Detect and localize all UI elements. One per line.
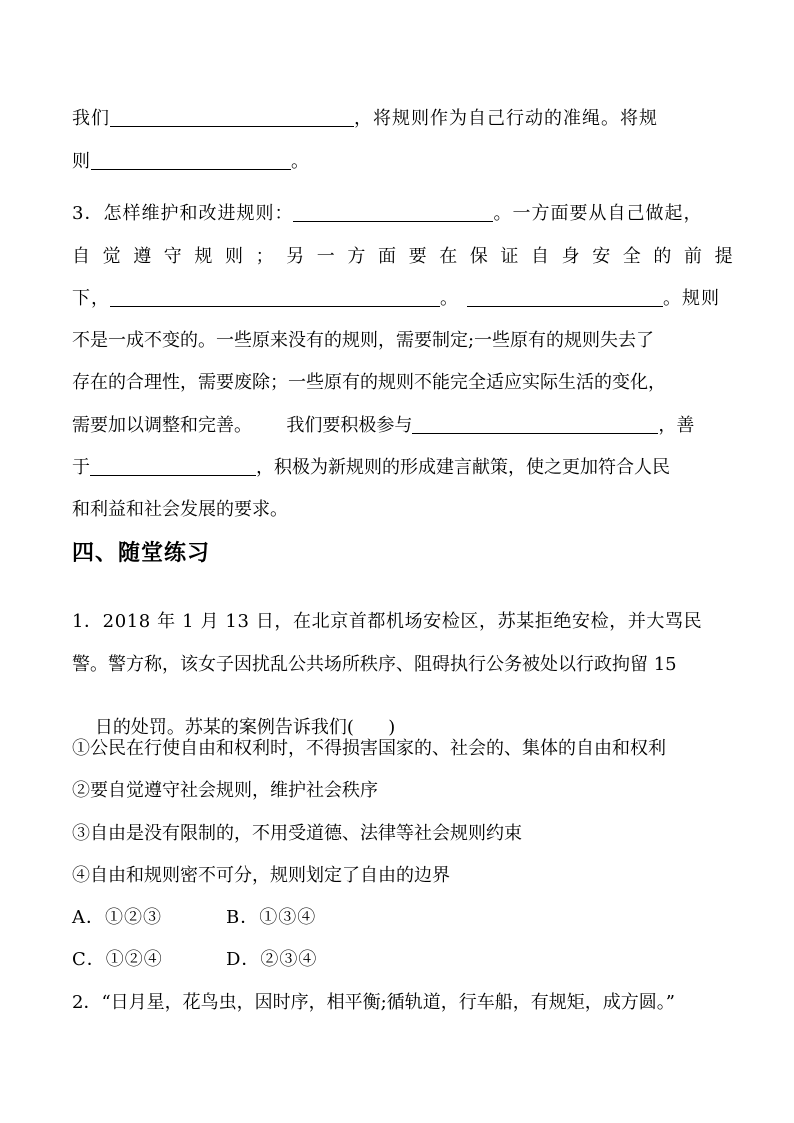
fill-blank[interactable]	[110, 288, 440, 307]
line-text: ，积极为新规则的形成建言献策，使之更加符合人民	[256, 457, 670, 478]
fill-blank[interactable]	[91, 151, 291, 170]
fill-blank[interactable]	[412, 415, 658, 434]
line-text: 2．“日月星，花鸟虫，因时序，相平衡;循轨道，行车船，有规矩，成方圆。”	[72, 992, 675, 1013]
line-text: 3．怎样维护和改进规则：	[72, 203, 294, 224]
text-line	[72, 104, 658, 130]
line-text: 。	[440, 288, 459, 309]
line-text: 则	[72, 151, 91, 172]
answer-choice-a[interactable]	[72, 903, 162, 929]
fill-blank[interactable]	[90, 457, 256, 476]
text-line	[72, 495, 288, 521]
text-line	[72, 453, 670, 479]
text-line	[72, 368, 666, 394]
text-line	[72, 199, 702, 225]
text-line	[72, 147, 310, 173]
text-line	[72, 242, 745, 268]
line-text: 于	[72, 457, 90, 478]
fill-blank[interactable]	[293, 203, 493, 222]
line-text: 警。警方称，该女子因扰乱公共场所秩序、阻碍执行公务被处以行政拘留 15	[72, 654, 677, 675]
answer-choice-d[interactable]	[226, 945, 317, 971]
statement-option	[72, 776, 378, 802]
line-text: ④自由和规则密不可分，规则划定了自由的边界	[72, 865, 450, 886]
line-text: ，将规则作为自己行动的准绳。将规	[354, 108, 658, 129]
line-text: 需要加以调整和完善。 我们要积极参与	[72, 415, 413, 436]
text-line	[72, 411, 694, 437]
statement-option	[72, 861, 450, 887]
line-text: 存在的合理性，需要废除；一些原有的规则不能完全适应实际生活的变化，	[72, 372, 666, 393]
fill-blank[interactable]	[110, 108, 354, 127]
line-text: 。一方面要从自己做起，	[493, 203, 703, 224]
line-text: 1．2018 年 1 月 13 日，在北京首都机场安检区，苏某拒绝安检，并大骂民	[72, 611, 703, 632]
line-text: 不是一成不变的。一些原来没有的规则，需要制定;一些原有的规则失去了	[72, 330, 655, 351]
statement-option	[72, 819, 522, 845]
line-text: D．②③④	[226, 949, 318, 970]
line-text: A．①②③	[72, 907, 162, 928]
line-text: C．①②④	[72, 949, 163, 970]
line-text: ，善	[658, 415, 695, 436]
line-text: 。	[291, 151, 310, 172]
fill-blank[interactable]	[467, 288, 663, 307]
line-text: 日的处罚。苏某的案例告诉我们( )	[94, 717, 396, 738]
line-text: ②要自觉遵守社会规则，维护社会秩序	[72, 780, 378, 801]
line-text: 我们	[72, 108, 110, 129]
line-text: 自觉遵守规则；另一方面要在保证自身安全的前提	[72, 246, 746, 267]
question-line	[72, 607, 702, 633]
line-text: 下，	[72, 288, 110, 309]
answer-choice-c[interactable]	[72, 945, 163, 971]
section-heading: 四、随堂练习	[72, 541, 211, 566]
question-line	[72, 988, 675, 1014]
line-text: 和利益和社会发展的要求。	[72, 499, 288, 520]
statement-option	[72, 734, 666, 760]
line-text: 。规则	[663, 288, 720, 309]
text-line	[72, 284, 720, 310]
answer-choice-b[interactable]	[226, 903, 316, 929]
question-line	[72, 650, 677, 676]
text-line	[72, 326, 654, 352]
line-text: ③自由是没有限制的，不用受道德、法律等社会规则约束	[72, 823, 522, 844]
line-text: ①公民在行使自由和权利时，不得损害国家的、社会的、集体的自由和权利	[72, 738, 666, 759]
line-text: B．①③④	[226, 907, 317, 928]
